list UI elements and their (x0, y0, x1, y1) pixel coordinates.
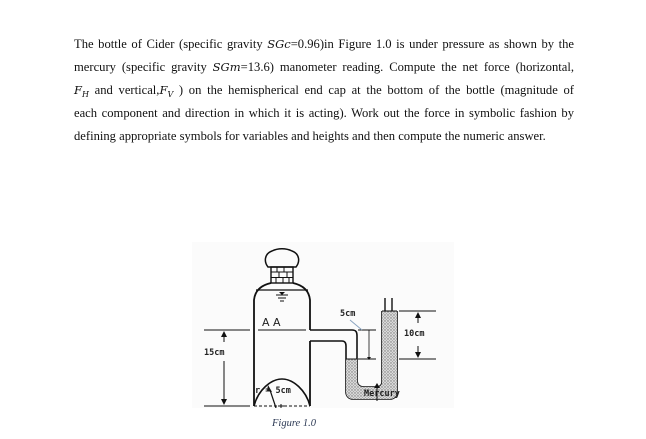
label-mercury: Mercury (364, 389, 400, 399)
symbol-base: F (74, 83, 82, 97)
bottle-cap-icon (265, 249, 298, 283)
text-segment: =0.96)in Figure 1.0 is under pressure as shown by the (290, 37, 574, 51)
label-15cm: 15cm (204, 348, 225, 358)
bottle-manometer-diagram (192, 242, 454, 408)
text-segment: mercury (specific gravity (74, 60, 213, 74)
problem-line-4 (74, 103, 574, 126)
symbol-subscript: H (81, 90, 89, 99)
dimension-15cm (204, 330, 250, 406)
radius-text: r = 5cm (255, 386, 291, 396)
label-5cm: 5cm (340, 309, 356, 319)
dimension-10cm (399, 311, 436, 359)
problem-line-5 (74, 126, 574, 149)
label-10cm: 10cm (404, 329, 425, 339)
symbol-subscript: V (167, 90, 174, 99)
symbol-sgc: SGc (267, 37, 291, 51)
label-radius (255, 386, 291, 396)
section-label-aa: A A (262, 316, 281, 329)
symbol-fh (74, 83, 89, 97)
problem-line-3 (74, 80, 574, 103)
figure-caption: Figure 1.0 (272, 418, 316, 429)
symbol-base: F (159, 83, 168, 97)
text-segment: defining appropriate symbols for variables and heights and then compute the numeric answer. (74, 129, 546, 143)
text-segment: and vertical, (88, 83, 160, 97)
text-segment: each component and direction in which it is acting). Work out the force in symbolic fashion by (74, 106, 574, 120)
problem-statement (74, 34, 574, 149)
text-segment: The bottle of Cider (specific gravity (74, 37, 268, 51)
problem-line-1 (74, 34, 574, 57)
symbol-fv (159, 83, 173, 97)
text-segment: =13.6) manometer reading. Compute the net force (horizontal, (240, 60, 574, 74)
figure-bottle-manometer (192, 242, 454, 408)
mercury-column (346, 311, 397, 399)
text-segment: ) on the hemispherical end cap at the bottom of the bottle (magnitude of (173, 83, 574, 97)
problem-line-2 (74, 57, 574, 80)
symbol-sgm: SGm (212, 60, 241, 74)
